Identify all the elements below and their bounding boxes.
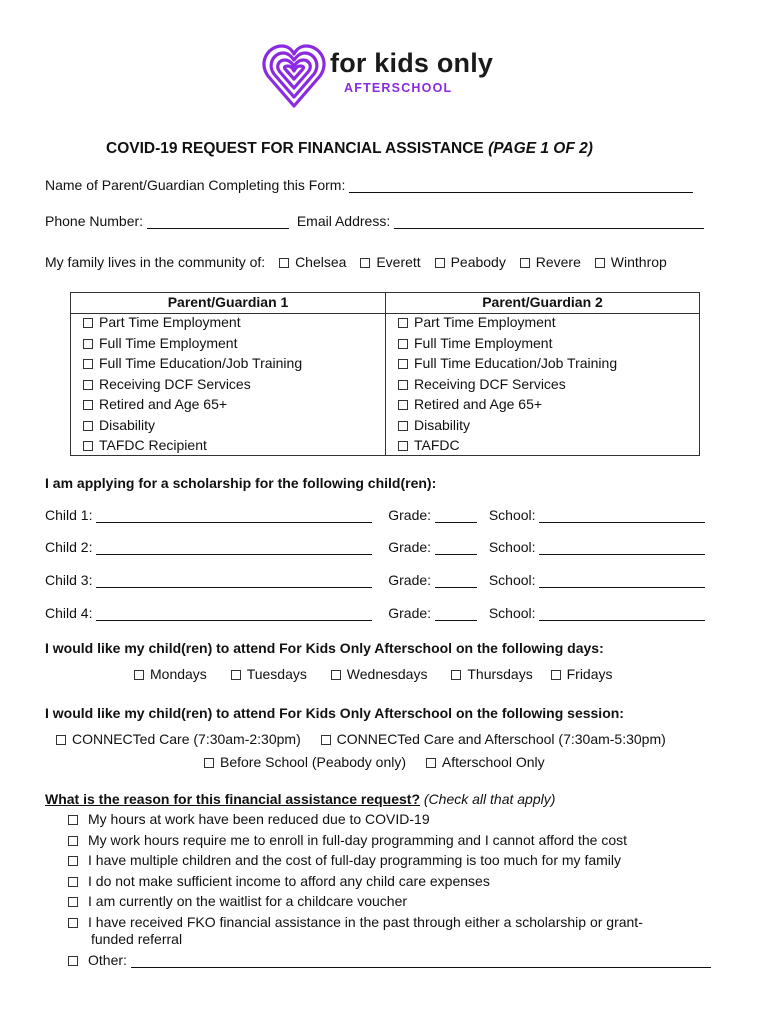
session-option-connected-afterschool[interactable]: CONNECTed Care and Afterschool (7:30am-5:30pm) [321, 731, 666, 747]
page-title [106, 140, 593, 158]
community-option-revere[interactable]: Revere [520, 254, 581, 270]
day-option-wednesdays[interactable]: Wednesdays [331, 666, 428, 682]
checkbox[interactable] [83, 318, 93, 328]
reason-item[interactable]: I do not make sufficient income to afford any child care expenses [68, 873, 711, 894]
child-name-field[interactable] [96, 574, 372, 588]
session-row-1 [56, 731, 666, 747]
checkbox[interactable] [68, 877, 78, 887]
email-label: Email Address: [296, 213, 391, 229]
checkbox[interactable] [435, 258, 445, 268]
reason-item-continuation: funded referral [91, 931, 183, 947]
checkbox[interactable] [360, 258, 370, 268]
checkbox[interactable] [231, 670, 241, 680]
reason-item[interactable]: My hours at work have been reduced due to COVID-19 [68, 811, 711, 832]
child-name-field[interactable] [96, 509, 372, 523]
community-option-everett[interactable]: Everett [360, 254, 420, 270]
employment-status-table [70, 292, 700, 456]
reasons-heading [45, 791, 555, 807]
heart-icon [262, 42, 326, 112]
community-option-chelsea[interactable]: Chelsea [279, 254, 346, 270]
day-option-mondays[interactable]: Mondays [134, 666, 207, 682]
title-main: COVID-19 REQUEST FOR FINANCIAL ASSISTANCE [106, 140, 484, 157]
session-row-2 [204, 754, 545, 770]
parent-2-option[interactable]: TAFDC [386, 437, 699, 458]
child-name-field[interactable] [96, 541, 372, 555]
parent-1-option[interactable]: TAFDC Recipient [71, 437, 385, 458]
child-row-3: Child 3: Grade: School: [45, 572, 705, 588]
parent-1-column [71, 293, 386, 455]
children-heading: I am applying for a scholarship for the following child(ren): [45, 475, 437, 491]
checkbox[interactable] [68, 956, 78, 966]
checkbox[interactable] [56, 735, 66, 745]
checkbox[interactable] [68, 897, 78, 907]
days-heading: I would like my child(ren) to attend For Kids Only Afterschool on the following days: [45, 640, 604, 656]
checkbox[interactable] [398, 421, 408, 431]
day-option-fridays[interactable]: Fridays [551, 666, 613, 682]
reason-other[interactable]: Other: [68, 952, 711, 973]
grade-field[interactable] [435, 574, 477, 588]
checkbox[interactable] [83, 400, 93, 410]
parent-2-header: Parent/Guardian 2 [482, 294, 603, 310]
checkbox[interactable] [321, 735, 331, 745]
checkbox[interactable] [68, 836, 78, 846]
child-row-2: Child 2: Grade: School: [45, 539, 705, 555]
checkbox[interactable] [426, 758, 436, 768]
checkbox[interactable] [398, 339, 408, 349]
checkbox[interactable] [398, 441, 408, 451]
school-field[interactable] [539, 541, 705, 555]
session-option-connected-care[interactable]: CONNECTed Care (7:30am-2:30pm) [56, 731, 301, 747]
checkbox[interactable] [83, 359, 93, 369]
days-row [134, 666, 613, 682]
reasons-note: (Check all that apply) [423, 791, 556, 807]
community-label: My family lives in the community of: [45, 254, 266, 270]
parent-2-column [386, 293, 699, 455]
parent-name-row [45, 177, 693, 193]
checkbox[interactable] [398, 400, 408, 410]
parent-1-option[interactable]: Part Time Employment [71, 314, 385, 335]
other-reason-field[interactable] [131, 954, 711, 968]
reason-item[interactable]: I am currently on the waitlist for a childcare voucher [68, 893, 711, 914]
checkbox[interactable] [398, 380, 408, 390]
reasons-list [68, 811, 711, 972]
checkbox[interactable] [398, 359, 408, 369]
email-field[interactable] [394, 215, 704, 229]
checkbox[interactable] [595, 258, 605, 268]
checkbox[interactable] [520, 258, 530, 268]
community-option-peabody[interactable]: Peabody [435, 254, 506, 270]
parent-name-field[interactable] [349, 179, 693, 193]
checkbox[interactable] [68, 918, 78, 928]
parent-1-option[interactable]: Receiving DCF Services [71, 376, 385, 397]
grade-field[interactable] [435, 607, 477, 621]
reason-item[interactable]: My work hours require me to enroll in full-day programming and I cannot afford the cost [68, 832, 711, 853]
parent-2-option[interactable]: Receiving DCF Services [386, 376, 699, 397]
checkbox[interactable] [83, 380, 93, 390]
parent-1-option[interactable]: Retired and Age 65+ [71, 396, 385, 417]
parent-1-option[interactable]: Full Time Education/Job Training [71, 355, 385, 376]
reason-item[interactable]: I have received FKO financial assistance in the past through either a scholarship or grant- [68, 914, 711, 932]
session-heading: I would like my child(ren) to attend For Kids Only Afterschool on the following session: [45, 705, 624, 721]
day-option-tuesdays[interactable]: Tuesdays [231, 666, 307, 682]
parent-1-header: Parent/Guardian 1 [167, 294, 289, 310]
session-option-afterschool-only[interactable]: Afterschool Only [426, 754, 545, 770]
parent-2-option[interactable]: Retired and Age 65+ [386, 396, 699, 417]
checkbox[interactable] [83, 421, 93, 431]
parent-2-option[interactable]: Part Time Employment [386, 314, 699, 335]
phone-field[interactable] [147, 215, 289, 229]
session-option-before-school[interactable]: Before School (Peabody only) [204, 754, 406, 770]
child-row-1: Child 1: Grade: School: [45, 507, 705, 523]
title-page: (PAGE 1 OF 2) [488, 140, 593, 157]
school-field[interactable] [539, 607, 705, 621]
child-name-field[interactable] [96, 607, 372, 621]
checkbox[interactable] [451, 670, 461, 680]
checkbox[interactable] [68, 856, 78, 866]
phone-label: Phone Number: [45, 213, 144, 229]
logo-brand: for kids only [330, 48, 494, 78]
checkbox[interactable] [331, 670, 341, 680]
parent-2-option[interactable]: Full Time Employment [386, 335, 699, 356]
grade-field[interactable] [435, 509, 477, 523]
parent-name-label: Name of Parent/Guardian Completing this Form: [45, 177, 346, 193]
parent-1-option[interactable]: Disability [71, 417, 385, 438]
reason-item[interactable]: I have multiple children and the cost of full-day programming is too much for my family [68, 852, 711, 873]
parent-1-option[interactable]: Full Time Employment [71, 335, 385, 356]
checkbox[interactable] [398, 318, 408, 328]
parent-2-option[interactable]: Disability [386, 417, 699, 438]
checkbox[interactable] [204, 758, 214, 768]
checkbox[interactable] [279, 258, 289, 268]
community-row [45, 254, 667, 270]
checkbox[interactable] [551, 670, 561, 680]
parent-2-option[interactable]: Full Time Education/Job Training [386, 355, 699, 376]
reasons-heading-text: What is the reason for this financial assistance request? [45, 791, 420, 807]
day-option-thursdays[interactable]: Thursdays [451, 666, 532, 682]
school-field[interactable] [539, 574, 705, 588]
grade-field[interactable] [435, 541, 477, 555]
logo-subtitle: AFTERSCHOOL [344, 81, 453, 95]
checkbox[interactable] [68, 815, 78, 825]
child-row-4: Child 4: Grade: School: [45, 605, 705, 621]
contact-row [45, 213, 704, 229]
community-option-winthrop[interactable]: Winthrop [595, 254, 667, 270]
checkbox[interactable] [134, 670, 144, 680]
school-field[interactable] [539, 509, 705, 523]
checkbox[interactable] [83, 339, 93, 349]
checkbox[interactable] [83, 441, 93, 451]
